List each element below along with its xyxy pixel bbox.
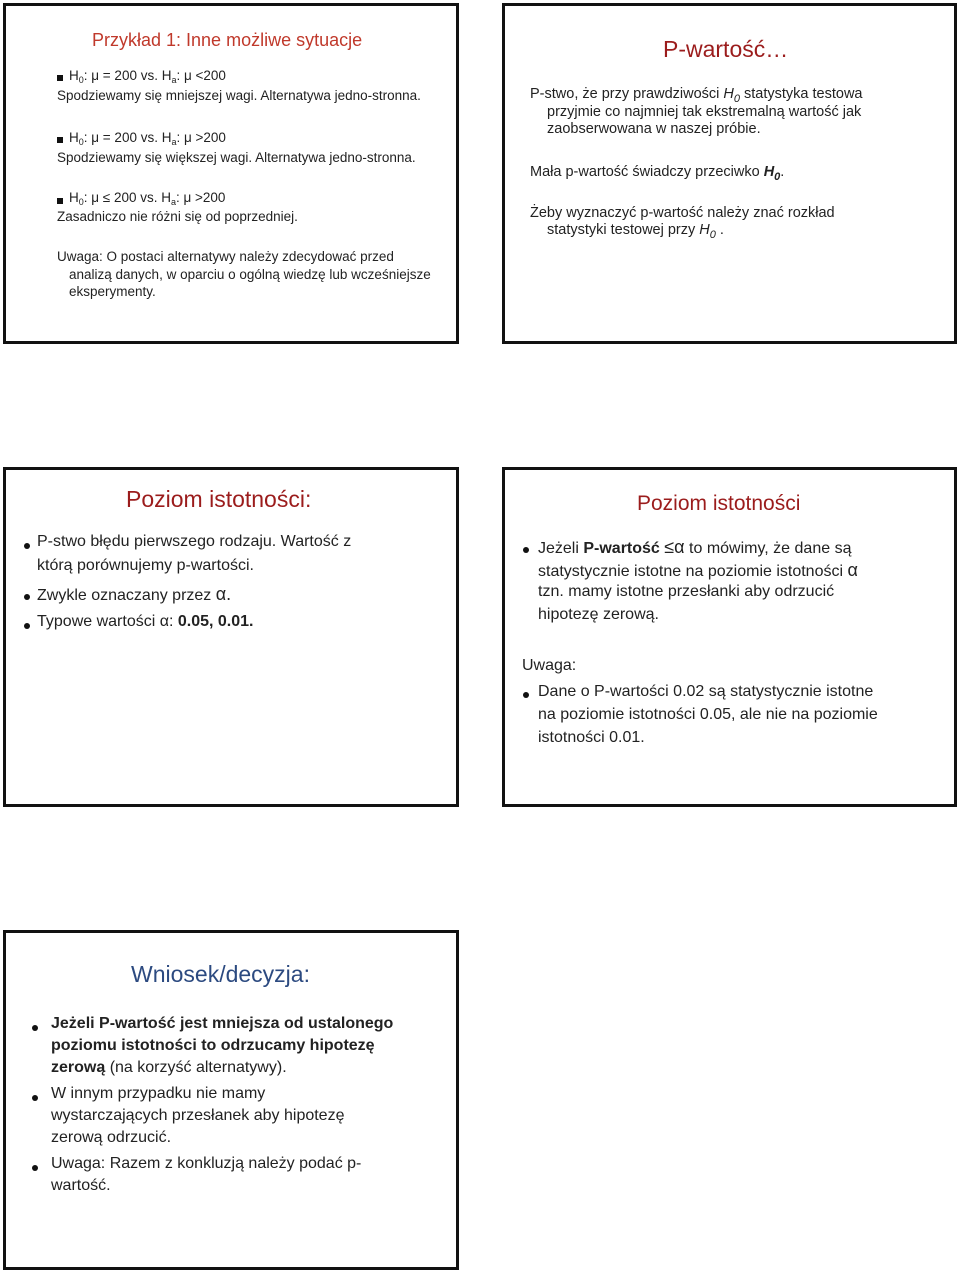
bullet-dot [523,692,529,698]
slide-poziom-istotnosci [502,467,957,807]
note-line: analizą danych, w oparciu o ogólną wiedzę lub wcześniejsze [69,267,431,282]
hypothesis-note: Zasadniczo nie różni się od poprzedniej. [57,209,298,224]
bullet-text: Uwaga: Razem z konkluzją należy podać p- [51,1155,362,1172]
bullet-text: istotności 0.01. [538,729,645,746]
bullet-text: P-stwo błędu pierwszego rodzaju. Wartość z [37,533,352,550]
bullet-text: hipotezę zerową. [538,606,659,623]
bullet-text: zerową odrzucić. [51,1129,172,1146]
bullet-dot [32,1095,38,1101]
bullet-text: Jeżeli P-wartość ≤α to mówimy, że dane są [538,537,852,557]
bullet-dot [32,1165,38,1171]
bullet-text: W innym przypadku nie mamy [51,1085,266,1102]
note-line: eksperymenty. [69,284,156,299]
paragraph-line: Mała p-wartość świadczy przeciwko $H_0$. [530,164,785,183]
bullet-square [57,137,63,143]
bullet-text: tzn. mamy istotne przesłanki aby odrzucić [538,583,835,600]
bullet-text: Dane o P-wartości 0.02 są statystycznie istotne [538,683,874,700]
bullet-text: Jeżeli P-wartość jest mniejsza od ustalonego [51,1015,394,1032]
paragraph-line: zaobserwowana w naszej próbie. [547,121,761,137]
bullet-dot [523,547,529,553]
bullet-text: statystycznie istotne na poziomie istotności α [538,560,858,580]
slide-inne-sytuacje [3,3,459,344]
bullet-dot [24,543,30,549]
bullet-square [57,75,63,81]
bullet-text: Typowe wartości α: 0.05, 0.01. [37,613,254,630]
bullet-dot [24,623,30,629]
hypothesis-note: Spodziewamy się większej wagi. Alternatywa jedno-stronna. [57,150,416,165]
note-label: Uwaga: [522,657,577,674]
bullet-dot [32,1025,38,1031]
paragraph-line: P-stwo, że przy prawdziwości $H_0$ statystyka testowa [530,86,863,105]
hypothesis-note: Spodziewamy się mniejszej wagi. Alternatywa jedno-stronna. [57,88,421,103]
slide-wniosek [3,930,459,1270]
slide-title: Przykład 1: Inne możliwe sytuacje [92,30,363,50]
note-line: Uwaga: O postaci alternatywy należy zdecydować przed [57,249,394,264]
paragraph-line: statystyki testowej przy $H_0$ . [547,222,724,241]
bullet-text: wystarczających przesłanek aby hipotezę [51,1107,345,1124]
bullet-text: na poziomie istotności 0.05, ale nie na poziomie [538,706,878,723]
bullet-text: zerową (na korzyść alternatywy). [51,1059,287,1076]
slide-title: Poziom istotności [637,492,801,515]
slide-poziom-istotnosci-def [3,467,459,807]
bullet-dot [24,594,30,600]
hypothesis-line: $H_0$: μ = 200 vs. $H_a$: μ >200 [69,130,226,147]
slide-p-wartosc [502,3,957,344]
slide-title: Poziom istotności: [126,486,312,512]
bullet-text: poziomu istotności to odrzucamy hipotezę [51,1037,375,1054]
bullet-text: którą porównujemy p-wartości. [37,557,254,574]
paragraph-line: Żeby wyznaczyć p-wartość należy znać rozkład [530,205,835,221]
slide-title: P-wartość… [663,36,789,62]
hypothesis-line: $H_0$: μ = 200 vs. $H_a$: μ <200 [69,68,226,85]
bullet-square [57,198,63,204]
slide-title: Wniosek/decyzja: [131,961,310,987]
hypothesis-line: $H_0$: μ ≤ 200 vs. $H_a$: μ >200 [69,190,226,207]
paragraph-line: przyjmie co najmniej tak ekstremalną wartość jak [547,104,862,120]
bullet-text: wartość. [51,1177,111,1194]
bullet-text: Zwykle oznaczany przez α. [37,584,232,604]
